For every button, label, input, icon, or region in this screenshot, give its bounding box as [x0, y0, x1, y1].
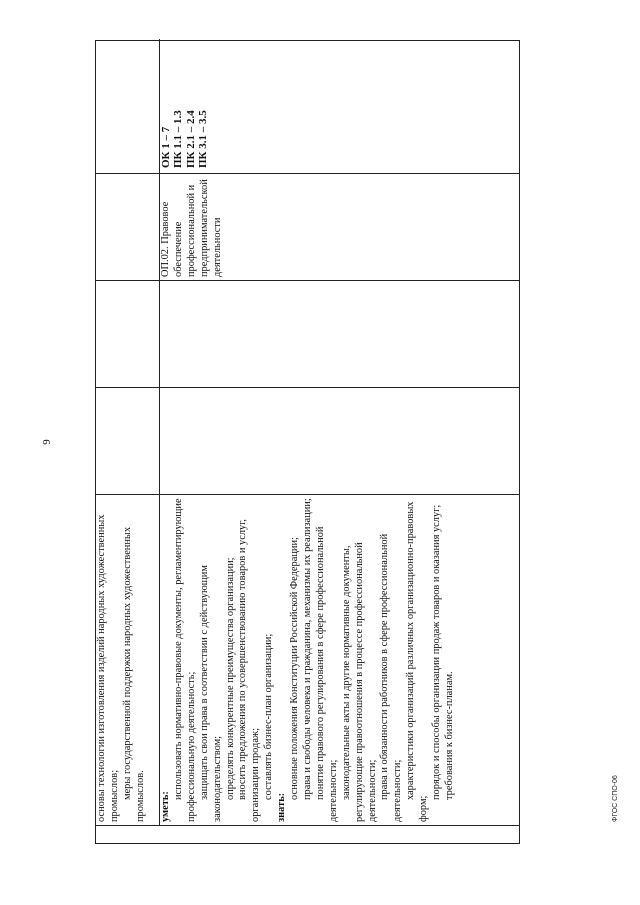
znat-item: законодательные акты и другие нормативные документы, регулирующие правоотношения в процессе профессиональной деятельности; — [340, 542, 378, 822]
umet-label: уметь: — [160, 791, 171, 822]
competency-item: ПК 2.1 – 2.4 — [184, 110, 197, 168]
requirements-top-line-1: основы технологии изготовления изделий народных художественных промыслов; — [96, 514, 120, 822]
znat-item: требования к бизнес-планам. — [443, 671, 455, 800]
footer-label: ФГОС СПО-06 — [612, 775, 619, 822]
competencies-cell — [160, 39, 210, 173]
competencies-column — [96, 39, 519, 173]
znat-item: права и свободы человека и гражданина, механизмы их реализации; — [301, 498, 313, 800]
umet-item: защищать свои права в соответствии с действующим законодательством; — [198, 565, 223, 822]
umet-item: использовать нормативно-правовые документы, регламентирующие профессиональную деятельность; — [172, 498, 197, 822]
discipline-cell: ОП.02. Правовое обеспечение профессиональной и предпринимательской деятельности — [160, 179, 223, 277]
competency-item: ПК 1.1 – 1.3 — [172, 110, 185, 168]
requirements-bottom-cell — [160, 495, 457, 825]
page-number: 9 — [41, 439, 53, 445]
curriculum-table — [95, 40, 520, 844]
row-divider — [159, 281, 160, 387]
znat-item: порядок и способы организации продаж товаров и оказания услуг; — [431, 504, 443, 800]
competency-item: ОК 1 – 7 — [160, 126, 172, 168]
umet-item: составлять бизнес-план организации; — [263, 633, 275, 800]
requirements-top-line-2: меры государственной поддержки народных художественных промыслов. — [121, 526, 146, 822]
umet-item: вносить предложения по усовершенствованию товаров и услуг, организации продаж; — [237, 519, 262, 822]
requirements-top-cell — [96, 495, 159, 825]
znat-label: знать: — [276, 792, 288, 822]
umet-item: определять конкурентные преимущества организации; — [224, 557, 236, 800]
discipline-column — [96, 173, 519, 280]
empty-column-2 — [96, 280, 519, 387]
znat-item: понятие правового регулирования в сфере профессиональной деятельности; — [314, 526, 339, 822]
znat-item: права и обязанности работников в сфере профессиональной деятельности; — [379, 533, 404, 822]
znat-item: характеристики организаций различных организационно-правовых форм; — [405, 501, 430, 822]
znat-item: основные положения Конституции Российской Федерации; — [289, 537, 301, 800]
requirements-column — [96, 494, 519, 825]
competency-item: ПК 3.1 – 3.5 — [197, 110, 210, 168]
empty-column-1 — [96, 387, 519, 494]
index-column — [96, 825, 519, 843]
row-divider — [159, 388, 160, 494]
